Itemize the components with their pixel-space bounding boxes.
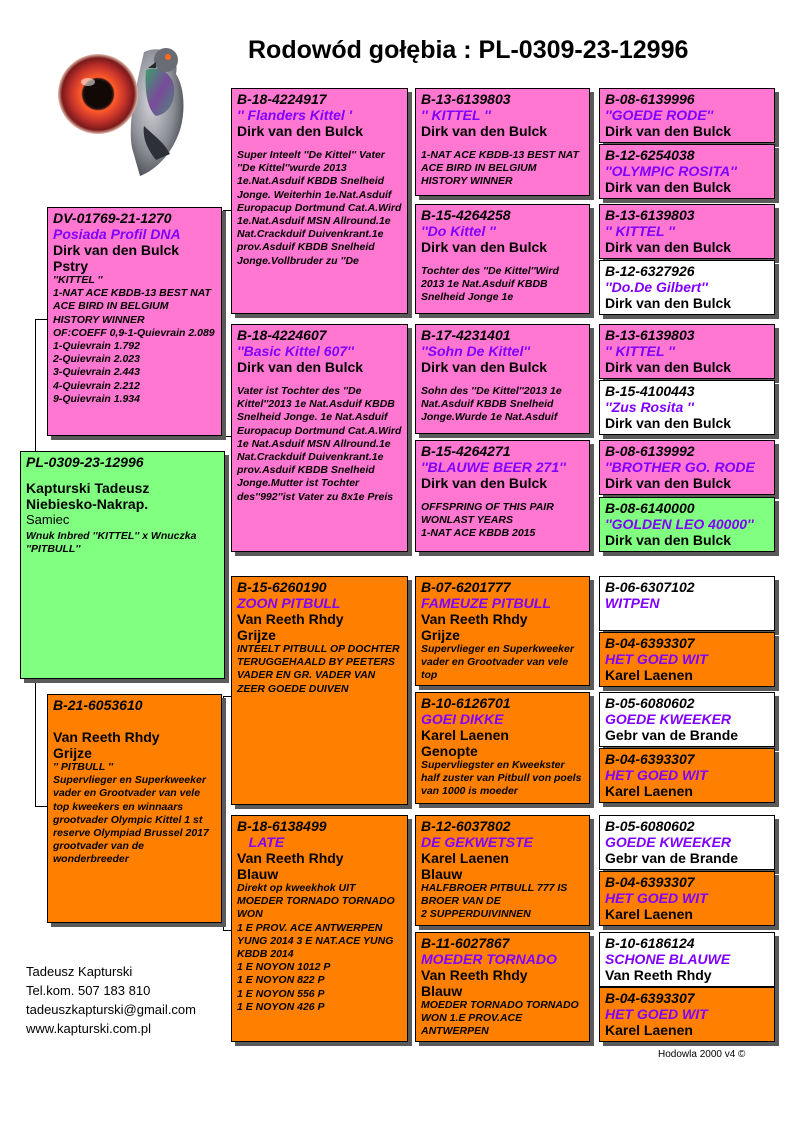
- ring-number: B-08-6139992: [605, 443, 695, 459]
- ring-number: B-12-6037802: [421, 818, 511, 834]
- ancestor-card: [599, 380, 775, 435]
- pigeon-name: MOEDER TORNADO: [421, 951, 557, 967]
- ring-number: B-04-6393307: [605, 874, 695, 890]
- pigeon-name: SCHONE BLAUWE: [605, 951, 731, 967]
- subject-description: Wnuk Inbred ''KITTEL'' x Wnuczka ''PITBULL'': [26, 530, 197, 555]
- pigeon-name: ''OLYMPIC ROSITA'': [605, 163, 737, 179]
- subject-pigeon-card: [20, 451, 225, 679]
- ring-number: B-05-6080602: [605, 695, 695, 711]
- description: Sohn des ''De Kittel''2013 1e Nat.Asduif KBDB Snelheid Jonge.Wurde 1e Nat.Asduif: [421, 385, 562, 424]
- ancestor-card: [599, 815, 775, 870]
- owner-name: Dirk van den Bulck: [421, 123, 548, 139]
- ancestor-card: [599, 204, 775, 259]
- ancestor-card: [599, 88, 775, 143]
- pigeon-name: ''BLAUWE BEER 271'': [421, 459, 566, 475]
- owner-name: Dirk van den Bulck: [605, 239, 732, 255]
- connector-line: [223, 696, 231, 697]
- mother-owner: Van Reeth Rhdy: [53, 729, 160, 745]
- ancestor-card: [599, 144, 775, 199]
- owner-name: Karel Laenen: [605, 906, 693, 922]
- great-grandparent-mff-card: [415, 576, 590, 686]
- pigeon-name: ''Zus Rosita '': [605, 399, 694, 415]
- description: Supervlieger en Superkweeker vader en Grootvader van vele top: [421, 643, 574, 682]
- grandparent-mf-card: [231, 576, 408, 805]
- ancestor-card: [599, 576, 775, 631]
- description: MOEDER TORNADO TORNADO WON 1.E PROV.ACE ANTWERPEN: [421, 999, 579, 1038]
- ring-number: B-13-6139803: [605, 327, 695, 343]
- ring-number: B-10-6186124: [605, 935, 695, 951]
- owner-name: Van Reeth Rhdy: [421, 967, 528, 983]
- pigeon-name: HET GOED WIT: [605, 767, 708, 783]
- owner-name: Dirk van den Bulck: [605, 415, 732, 431]
- breeder-email[interactable]: tadeuszkapturski@gmail.com: [26, 1002, 196, 1017]
- feather-color: Grijze: [421, 627, 460, 643]
- pigeon-eye-logo: [52, 30, 192, 180]
- ring-number: B-04-6393307: [605, 990, 695, 1006]
- pigeon-name: LATE: [237, 834, 285, 850]
- ring-number: B-10-6126701: [421, 695, 511, 711]
- grandparent-ff-card: [231, 88, 408, 314]
- description: 1-NAT ACE KBDB-13 BEST NAT ACE BIRD IN BELGIUM HISTORY WINNER: [421, 149, 579, 188]
- ring-number: B-15-4100443: [605, 383, 695, 399]
- pigeon-name: ''GOEDE RODE'': [605, 107, 714, 123]
- owner-name: Dirk van den Bulck: [421, 239, 548, 255]
- owner-name: Dirk van den Bulck: [605, 532, 732, 548]
- page-title: Rodowód gołębia : PL-0309-23-12996: [248, 36, 689, 64]
- owner-name: Karel Laenen: [421, 727, 509, 743]
- description: Super Inteelt ''De Kittel'' Vater ''De Kittel''wurde 2013 1e.Nat.Asduif KBDB Snelheid Jonge. Weiterhin 1e.Nat.Asduif Europacup Dortmund Cat.A.Wird 1e.Nat.Asduif MSN Allround.1e Nat.Crackduif Duivenkrant.1e prov.Asduif KBDB Snelheid Jonge.Vollbruder zu ''De: [237, 149, 402, 267]
- connector-line: [223, 930, 231, 931]
- description: Vater ist Tochter des ''De Kittel''2013 1e Nat.Asduif KBDB Snelheid Jonge. 1e Nat.Asduif Europacup Dortmund Cat.A.Wird 1e Nat.Asduif MSN Allround.1e Nat.Crackduif Duivenkrant.1e prov.Asduif KBDB Snelheid Jonge.Mutter ist Tochter des''992''ist Vater zu 8x1e Preis: [237, 385, 402, 503]
- software-brand: Hodowla 2000 v4 ©: [658, 1049, 746, 1060]
- ring-number: B-15-4264271: [421, 443, 511, 459]
- pigeon-name: HET GOED WIT: [605, 1006, 708, 1022]
- ring-number: B-05-6080602: [605, 818, 695, 834]
- ring-number: B-08-6139996: [605, 91, 695, 107]
- connector-line: [223, 436, 231, 437]
- ring-number: B-17-4231401: [421, 327, 511, 343]
- subject-owner: Kapturski Tadeusz: [26, 480, 150, 496]
- mother-description: '' PITBULL '' Supervlieger en Superkweeker vader en Grootvader van vele top kweekers en winnaars grootvader Olympic Kittel 1 st reserve Olympiad Brussel 2017 grootvader van de wonderbreeder: [53, 761, 209, 866]
- grandparent-mm-card: [231, 815, 408, 1042]
- description: HALFBROER PITBULL 777 IS BROER VAN DE 2 SUPPERDUIVINNEN: [421, 882, 568, 921]
- feather-color: Blauw: [421, 983, 463, 999]
- pigeon-name: ZOON PITBULL: [237, 595, 341, 611]
- feather-color: Blauw: [237, 866, 279, 882]
- ring-number: B-15-4264258: [421, 207, 511, 223]
- owner-name: Van Reeth Rhdy: [237, 850, 344, 866]
- pigeon-name: HET GOED WIT: [605, 890, 708, 906]
- subject-color: Niebiesko-Nakrap.: [26, 496, 149, 512]
- owner-name: Dirk van den Bulck: [237, 123, 364, 139]
- connector-line: [35, 678, 36, 806]
- pigeon-name: HET GOED WIT: [605, 651, 708, 667]
- father-card: [47, 207, 222, 436]
- mother-ring: B-21-6053610: [53, 697, 143, 713]
- owner-name: Dirk van den Bulck: [605, 123, 732, 139]
- pigeon-name: ''GOLDEN LEO 40000'': [605, 516, 754, 532]
- owner-name: Van Reeth Rhdy: [421, 611, 528, 627]
- ring-number: B-18-6138499: [237, 818, 327, 834]
- pigeon-name: ''BROTHER GO. RODE: [605, 459, 755, 475]
- breeder-contact: [26, 962, 196, 1038]
- father-owner: Dirk van den Bulck: [53, 242, 180, 258]
- connector-line: [223, 210, 224, 437]
- breeder-name: Tadeusz Kapturski: [26, 964, 133, 979]
- ring-number: B-04-6393307: [605, 751, 695, 767]
- ancestor-card: [599, 748, 775, 803]
- breeder-phone: Tel.kom. 507 183 810: [26, 983, 151, 998]
- connector-line: [35, 319, 36, 452]
- pigeon-name: '' Flanders Kittel ': [237, 107, 353, 123]
- owner-name: Dirk van den Bulck: [421, 475, 548, 491]
- great-grandparent-ffm-card: [415, 204, 590, 314]
- ring-number: B-06-6307102: [605, 579, 695, 595]
- description: OFFSPRING OF THIS PAIR WONLAST YEARS 1-NAT ACE KBDB 2015: [421, 501, 554, 540]
- owner-name: Van Reeth Rhdy: [237, 611, 344, 627]
- pigeon-name: '' KITTEL '': [421, 107, 491, 123]
- ring-number: B-13-6139803: [605, 207, 695, 223]
- pigeon-name: ''Sohn De Kittel'': [421, 343, 530, 359]
- description: INTEELT PITBULL OP DOCHTER TERUGGEHAALD BY PEETERS VADER EN GR. VADER VAN ZEER GOEDE DUIVEN: [237, 643, 400, 695]
- ring-number: B-13-6139803: [421, 91, 511, 107]
- ring-number: B-18-4224607: [237, 327, 327, 343]
- feather-color: Grijze: [237, 627, 276, 643]
- owner-name: Dirk van den Bulck: [605, 179, 732, 195]
- ancestor-card: [599, 871, 775, 926]
- connector-line: [223, 696, 224, 930]
- subject-sex: Samiec: [26, 512, 70, 527]
- ring-number: B-04-6393307: [605, 635, 695, 651]
- breeder-website[interactable]: www.kapturski.com.pl: [26, 1021, 151, 1036]
- ring-number: B-08-6140000: [605, 500, 695, 516]
- owner-name: Karel Laenen: [605, 1022, 693, 1038]
- description: Tochter des ''De Kittel''Wird 2013 1e Nat.Asduif KBDB Snelheid Jonge 1e: [421, 265, 559, 304]
- feather-color: Blauw: [421, 866, 463, 882]
- pigeon-name: GOEDE KWEEKER: [605, 834, 732, 850]
- pigeon-name: WITPEN: [605, 595, 660, 611]
- ring-number: B-12-6254038: [605, 147, 695, 163]
- pigeon-name: GOEI DIKKE: [421, 711, 504, 727]
- owner-name: Dirk van den Bulck: [421, 359, 548, 375]
- owner-name: Gebr van de Brande: [605, 850, 739, 866]
- great-grandparent-mfm-card: [415, 692, 590, 804]
- connector-line: [223, 210, 231, 211]
- owner-name: Dirk van den Bulck: [605, 359, 732, 375]
- ring-number: B-07-6201777: [421, 579, 511, 595]
- owner-name: Dirk van den Bulck: [605, 295, 732, 311]
- owner-name: Karel Laenen: [605, 667, 693, 683]
- father-color: Pstry: [53, 258, 89, 274]
- owner-name: Gebr van de Brande: [605, 727, 739, 743]
- great-grandparent-mmf-card: [415, 815, 590, 926]
- ancestor-card: [599, 932, 775, 987]
- mother-card: [47, 694, 222, 923]
- father-description: ''KITTEL '' 1-NAT ACE KBDB-13 BEST NAT ACE BIRD IN BELGIUM HISTORY WINNER OF:COEFF 0,9-1-Quievrain 2.089 1-Quievrain 1.792 2-Quievrain 2.023 3-Quievrain 2.443 4-Quievrain 2.212 9-Quievrain 1.934: [53, 274, 215, 405]
- owner-name: Karel Laenen: [421, 850, 509, 866]
- owner-name: Van Reeth Rhdy: [605, 967, 712, 983]
- father-ring: DV-01769-21-1270: [53, 210, 172, 226]
- pigeon-name: '' KITTEL '': [605, 223, 675, 239]
- ancestor-card: [599, 692, 775, 747]
- ancestor-card: [599, 324, 775, 379]
- owner-name: Dirk van den Bulck: [237, 359, 364, 375]
- great-grandparent-mmm-card: [415, 932, 590, 1042]
- pigeon-name: ''Do Kittel '': [421, 223, 496, 239]
- great-grandparent-fmm-card: [415, 440, 590, 552]
- pigeon-name: ''Do.De Gilbert'': [605, 279, 708, 295]
- owner-name: Dirk van den Bulck: [605, 475, 732, 491]
- pigeon-name: '' KITTEL '': [605, 343, 675, 359]
- ring-number: B-11-6027867: [421, 935, 510, 951]
- pigeon-name: DE GEKWETSTE: [421, 834, 534, 850]
- pigeon-name: GOEDE KWEEKER: [605, 711, 732, 727]
- ancestor-card: [599, 987, 775, 1042]
- pigeon-name: FAMEUZE PITBULL: [421, 595, 551, 611]
- ancestor-card: [599, 440, 775, 495]
- ring-number: B-12-6327926: [605, 263, 695, 279]
- grandparent-fm-card: [231, 324, 408, 552]
- feather-color: Genopte: [421, 743, 478, 759]
- ancestor-card: [599, 632, 775, 687]
- description: Direkt op kweekhok UIT MOEDER TORNADO TORNADO WON 1 E PROV. ACE ANTWERPEN YUNG 2014 3 E NAT.ACE YUNG KBDB 2014 1 E NOYON 1012 P 1 E NOYON 822 P 1 E NOYON 556 P 1 E NOYON 426 P: [237, 882, 395, 1013]
- ancestor-card: [599, 497, 775, 552]
- pigeon-name: ''Basic Kittel 607'': [237, 343, 354, 359]
- ancestor-card: [599, 260, 775, 315]
- subject-ring: PL-0309-23-12996: [26, 454, 144, 470]
- connector-line: [35, 806, 47, 807]
- description: Supervliegster en Kweekster half zuster van Pitbull von poels van 1000 is moeder: [421, 759, 582, 798]
- father-name: Posiada Profil DNA: [53, 226, 181, 242]
- connector-line: [35, 319, 47, 320]
- ring-number: B-15-6260190: [237, 579, 327, 595]
- owner-name: Karel Laenen: [605, 783, 693, 799]
- mother-color: Grijze: [53, 745, 92, 761]
- great-grandparent-fff-card: [415, 88, 590, 196]
- ring-number: B-18-4224917: [237, 91, 327, 107]
- great-grandparent-fmf-card: [415, 324, 590, 434]
